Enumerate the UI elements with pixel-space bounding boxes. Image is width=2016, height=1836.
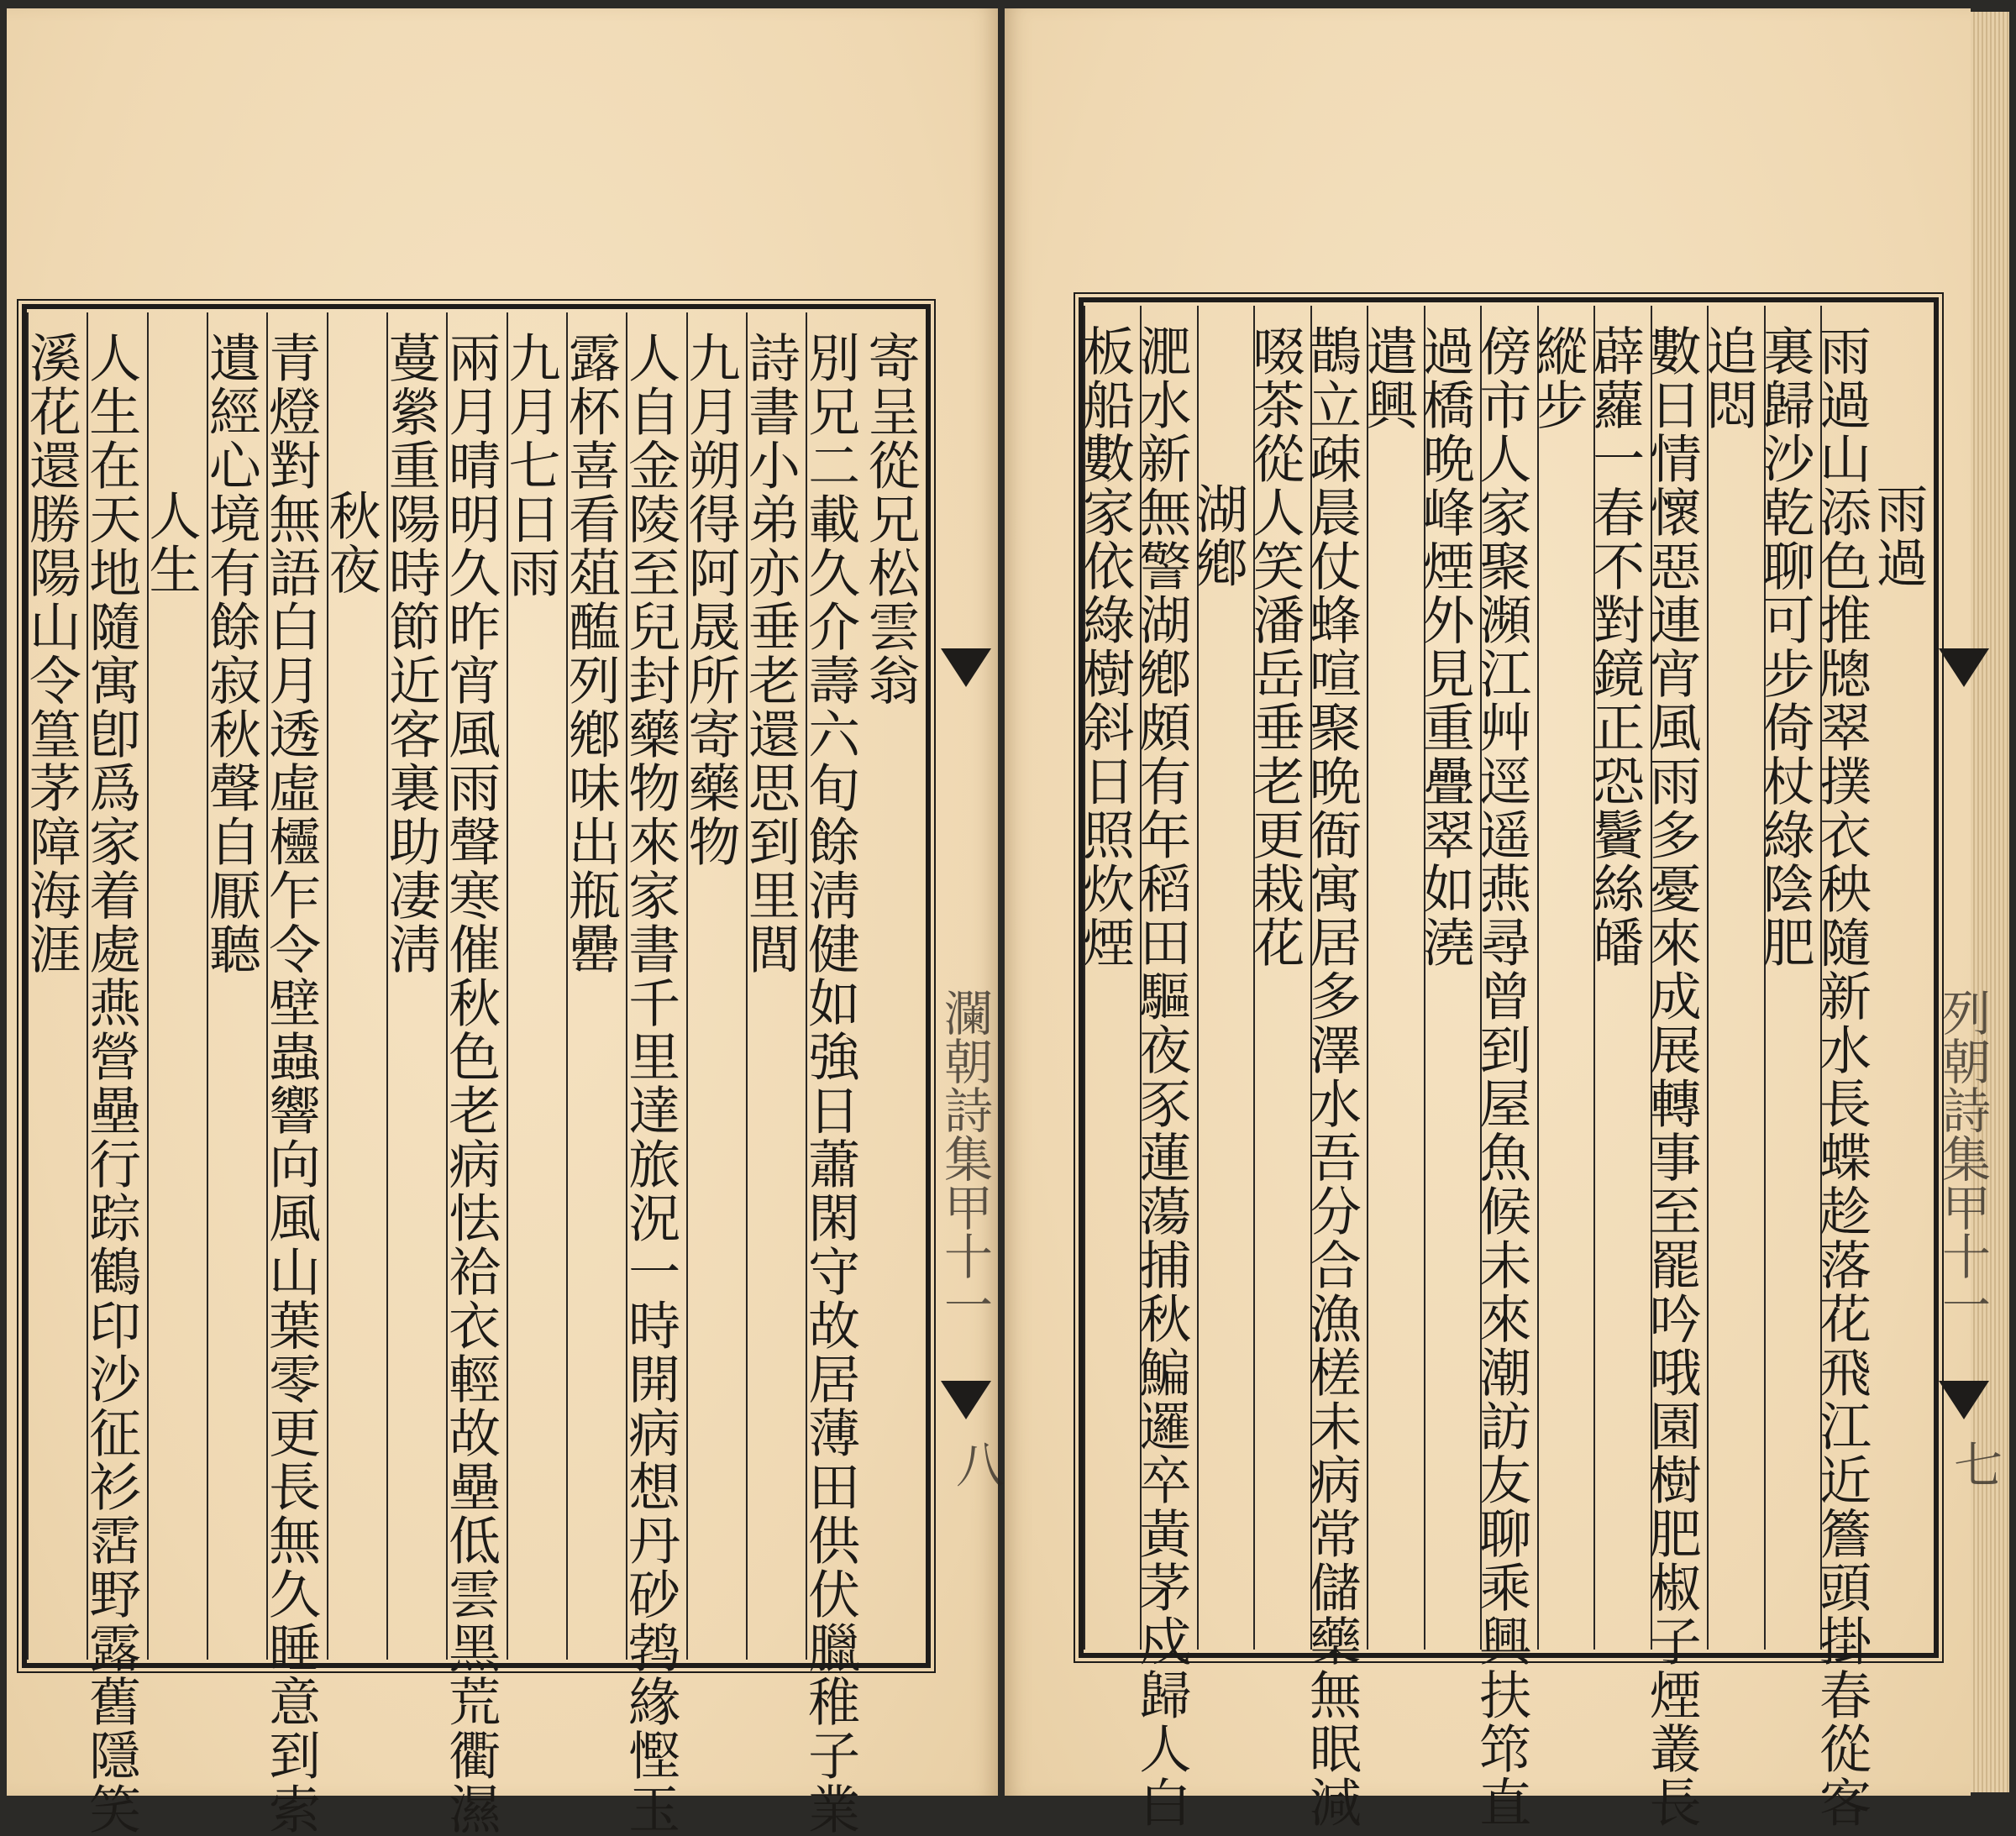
text-column: 青燈對無語白月透虛欞乍令壁蟲響向風山葉零更長無久睡意到索 <box>266 312 326 1660</box>
text-column: 淝水新無警湖鄕頗有年稻田驅夜豕蓮蕩捕秋鯿邏卒黃茅戍歸人白 <box>1140 306 1196 1650</box>
poem-title-column: 湖鄕 <box>1197 306 1253 1650</box>
book-title-label: 列朝詩集甲十一 <box>1934 988 1991 1329</box>
poem-title-column: 人生 <box>147 312 207 1660</box>
poem-title-column: 秋夜 <box>327 312 386 1660</box>
text-column: 別兄二載久介壽六旬餘淸健如強日蕭閑守故居薄田供伏臘稚子業 <box>806 312 865 1660</box>
poem-title-column: 遣興 <box>1367 306 1423 1650</box>
right-page-center-column <box>1930 297 2003 1666</box>
text-column: 人生在天地隨寓卽爲家着處燕營壘行踪鶴印沙征衫霑野露舊隱笑 <box>87 312 146 1660</box>
text-column: 傍市人家聚瀕江艸逕遥燕尋曾到屋魚候未來潮訪友聊乘興扶筇直 <box>1480 306 1536 1650</box>
left-page-center-column <box>932 297 1005 1666</box>
text-column: 兩月晴明久昨宵風雨聲寒催秋色老病怯袷衣輕故壘低雲黑荒衢濕 <box>446 312 506 1660</box>
text-column: 雨過山添色推牕翠撲衣秧隨新水長蝶趁落花飛江近簷頭掛春從客 <box>1820 306 1877 1650</box>
leaf-number: 七 <box>1945 1440 2003 1488</box>
poem-title-column: 寄呈從兄松雲翁 <box>858 331 921 707</box>
left-text-frame <box>20 304 931 1836</box>
text-column: 數日情懷惡連宵風雨多憂來成展轉事至罷吟哦園樹肥椒子煙叢長 <box>1651 306 1707 1650</box>
poem-title-column: 追悶 <box>1707 306 1763 1650</box>
right-text-frame <box>1074 297 1939 1829</box>
leaf-number: 八 <box>948 1440 1005 1488</box>
text-column: 啜茶從人笑潘岳垂老更栽花 <box>1253 306 1310 1650</box>
poem-title-column: 九月七日雨 <box>507 312 566 1660</box>
book-title-label: 瀾朝詩集甲十一 <box>936 988 993 1329</box>
poem-title-column: 九月朔得阿晟所寄藥物 <box>686 312 746 1660</box>
text-column: 詩書小弟亦垂老還思到里閭 <box>746 312 806 1660</box>
text-column: 遺經心境有餘寂秋聲自厭聽 <box>207 312 266 1660</box>
text-column: 裏歸沙乾聊可步倚杖綠陰肥 <box>1764 306 1820 1650</box>
text-column: 薜蘿一春不對鏡正恐鬢絲皤 <box>1593 306 1650 1650</box>
text-column: 人自金陵至兒封藥物來家書千里達旅況一時開病想丹砂鹁緣慳玉 <box>626 312 685 1660</box>
text-column: 溪花還勝陽山令篁茅障海涯 <box>27 312 87 1660</box>
text-column: 露杯喜看葅醢列鄕味出瓶罍 <box>566 312 626 1660</box>
text-column: 板船數家依綠樹斜日照炊煙 <box>1084 306 1140 1650</box>
text-column: 過橋晩峰煙外見重疊翠如澆 <box>1424 306 1480 1650</box>
text-column: 蔓縈重陽時節近客裏助凄淸 <box>386 312 446 1660</box>
poem-title-column: 雨過 <box>1866 482 1929 590</box>
text-column: 鵲立疎晨仗蜂喧聚晩衙寓居多澤水吾分合漁槎未病常儲藥無眠減 <box>1310 306 1367 1650</box>
poem-title-column: 縱步 <box>1537 306 1593 1650</box>
